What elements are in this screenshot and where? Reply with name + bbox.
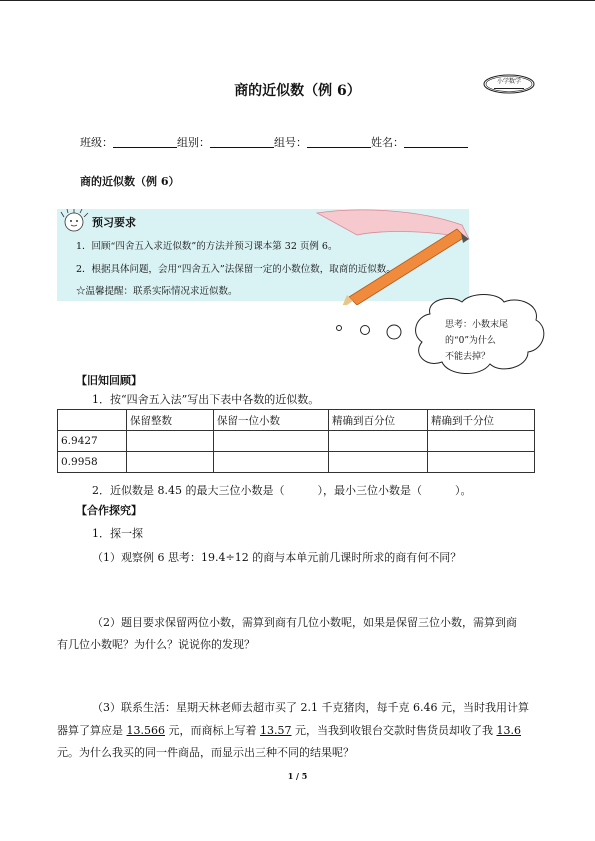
text-span: 器算了算应是	[57, 724, 127, 737]
name-label: 姓名：	[371, 136, 404, 149]
class-label: 班级：	[80, 136, 113, 149]
explore-question-1: （1）观察例 6 思考：19.4÷12 的商与本单元前几课时所求的商有何不同？	[92, 551, 462, 564]
stamp-line	[494, 88, 524, 89]
group-blank[interactable]	[210, 137, 274, 148]
table-cell[interactable]	[214, 452, 329, 473]
explore-question-2-line-2: 有几位小数呢？为什么？说说你的发现？	[57, 638, 255, 651]
table-cell[interactable]	[428, 431, 535, 452]
top-rule	[0, 0, 595, 1]
explore-question-3-line-2	[57, 722, 521, 738]
review-question-1: 1．按“四舍五入法”写出下表中各数的近似数。	[92, 393, 320, 406]
page-title: 商的近似数（例 6）	[234, 83, 361, 99]
table-cell-number: 0.9958	[58, 452, 127, 473]
explore-sub-1: 1．探一探	[92, 527, 143, 540]
table-cell[interactable]	[127, 452, 214, 473]
thought-bubble	[419, 299, 555, 373]
name-blank[interactable]	[404, 137, 468, 148]
table-cell[interactable]	[127, 431, 214, 452]
section-subtitle: 商的近似数（例 6）	[80, 175, 180, 188]
page-number: 1 / 5	[287, 771, 308, 781]
explore-question-2-line-1: （2）题目要求保留两位小数，需算到商有几位小数呢，如果是保留三位小数，需算到商	[92, 616, 517, 629]
table-header-cell: 保留整数	[127, 410, 214, 431]
table-row	[58, 431, 535, 452]
stamp-badge	[482, 73, 536, 95]
class-blank[interactable]	[113, 137, 177, 148]
preview-item-1: 1．回顾“四舍五入求近似数”的方法并预习课本第 32 页例 6。	[76, 241, 338, 252]
calc-value: 13.566	[126, 724, 165, 737]
group-no-label: 组号：	[274, 136, 307, 149]
label-value: 13.57	[260, 724, 292, 737]
preview-item-2: 2．根据具体问题，会用“四舍五入”法保留一定的小数位数，取商的近似数。	[76, 264, 396, 275]
cartoon-mascot-icon	[58, 209, 90, 235]
preview-item-3: ☆温馨提醒：联系实际情况求近似数。	[76, 286, 238, 297]
bubble-line-3: 不能去掉？	[445, 352, 491, 362]
table-header-cell: 精确到千分位	[428, 410, 535, 431]
table-cell-number: 6.9427	[58, 431, 127, 452]
text-span: 元，当我到收银台交款时售货员却收了我	[291, 724, 497, 737]
student-info-row	[80, 134, 468, 150]
table-header-cell: 保留一位小数	[214, 410, 329, 431]
approx-table	[57, 409, 535, 473]
table-row	[58, 452, 535, 473]
explore-heading: 【合作探究】	[76, 504, 142, 517]
table-cell[interactable]	[329, 431, 428, 452]
bubble-line-2: 的“0”为什么	[445, 336, 496, 346]
explore-question-3-line-3: 元。为什么我买的同一件商品，而显示出三种不同的结果呢？	[57, 746, 354, 759]
explore-question-3-line-1: （3）联系生活：星期天林老师去超市买了 2.1 千克猪肉，每千克 6.46 元，当时我用计算	[92, 701, 529, 714]
table-cell[interactable]	[329, 452, 428, 473]
group-no-blank[interactable]	[307, 137, 371, 148]
table-header-row	[58, 410, 535, 431]
group-label: 组别：	[177, 136, 210, 149]
table-cell[interactable]	[214, 431, 329, 452]
text-span: 元，而商标上写着	[165, 724, 260, 737]
table-cell[interactable]	[428, 452, 535, 473]
table-header-cell: 精确到百分位	[329, 410, 428, 431]
review-heading: 【旧知回顾】	[76, 374, 142, 387]
preview-heading: 预习要求	[92, 216, 136, 229]
table-header-cell	[58, 410, 127, 431]
review-question-2: 2．近似数是 8.45 的最大三位小数是（ ），最小三位小数是（ ）。	[92, 484, 472, 497]
paid-value: 13.6	[496, 724, 521, 737]
bubble-line-1: 思考：小数末尾	[445, 320, 509, 330]
stamp-text: 小学数学	[496, 78, 521, 85]
